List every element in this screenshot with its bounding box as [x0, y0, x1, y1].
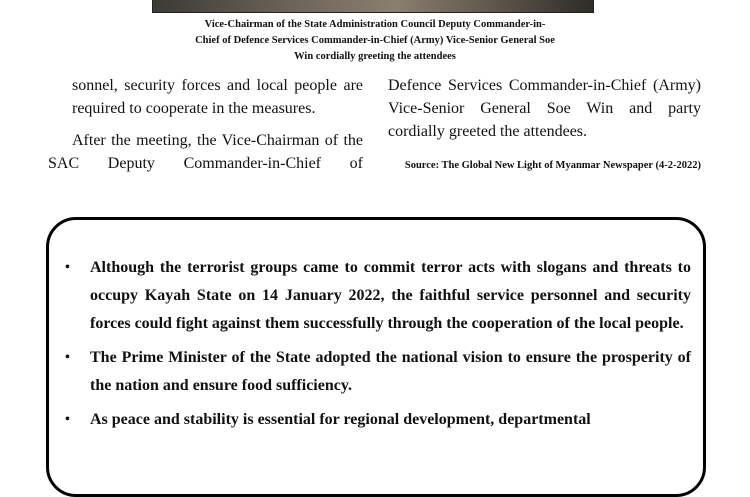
bullet-icon: • [65, 260, 70, 275]
caption-line: Win cordially greeting the attendees [294, 51, 456, 62]
bullet-icon: • [65, 350, 70, 365]
list-item-text: As peace and stability is essential for regional development, departmental [90, 411, 591, 428]
list-item [63, 344, 691, 400]
highlights-list [63, 254, 691, 440]
article-paragraph: Defence Services Commander-in-Chief (Army) Vice-Senior General Soe Win and party cordially greeted the attendees. [388, 77, 701, 140]
photo-caption [120, 17, 630, 65]
bullet-icon: • [65, 412, 70, 427]
list-item-text: Although the terrorist groups came to commit terror acts with slogans and threats to occupy Kayah State on 14 January 2022, the faithful service personnel and security forces could fight against them successfully through the cooperation of the local people. [90, 259, 691, 332]
left-column [48, 74, 363, 175]
highlights-box [46, 217, 706, 497]
list-item-text: The Prime Minister of the State adopted the national vision to ensure the prosperity of the nation and ensure food sufficiency. [90, 349, 691, 394]
caption-line: Vice-Chairman of the State Administration Council Deputy Commander-in- [204, 19, 546, 30]
article-paragraph: After the meeting, the Vice-Chairman of the SAC Deputy Commander-in-Chief of [48, 132, 363, 172]
caption-line: Chief of Defence Services Commander-in-Chief (Army) Vice-Senior General Soe [195, 35, 555, 46]
list-item [63, 254, 691, 338]
article-paragraph: sonnel, security forces and local people are required to cooperate in the measures. [72, 77, 363, 117]
list-item [63, 406, 691, 434]
photo-bottom-edge [152, 0, 594, 13]
right-column [388, 74, 701, 173]
source-citation: Source: The Global New Light of Myanmar Newspaper (4-2-2022) [404, 160, 701, 171]
